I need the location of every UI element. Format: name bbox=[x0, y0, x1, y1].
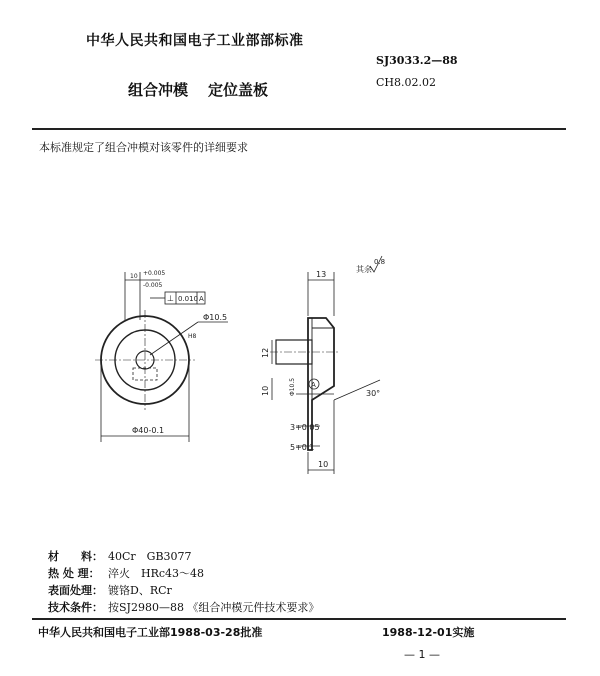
spec-value: 按SJ2980—88 《组合冲模元件技术要求》 bbox=[108, 601, 320, 614]
document-title bbox=[128, 79, 268, 100]
title-sub: 定位盖板 bbox=[208, 81, 269, 99]
spec-heat-treatment bbox=[48, 565, 204, 581]
side-view bbox=[261, 256, 385, 474]
header-rule bbox=[32, 128, 566, 130]
dim-13-label: 13 bbox=[316, 270, 327, 279]
hole-dia-label: Φ10.5 bbox=[203, 313, 228, 322]
standard-number: SJ3033.2—88 bbox=[376, 54, 458, 67]
dim-small-label: Φ10.5 bbox=[289, 377, 296, 396]
footer-rule bbox=[32, 618, 566, 620]
hole-fit-label: H8 bbox=[188, 333, 197, 340]
approval-line: 中华人民共和国电子工业部1988-03-28批准 bbox=[38, 626, 263, 639]
title-main: 组合冲模 bbox=[128, 81, 189, 99]
roughness-label: 其余 bbox=[356, 265, 372, 274]
spec-value: 40Cr GB3077 bbox=[108, 550, 192, 563]
tolerance-bottom: -0.005 bbox=[143, 282, 163, 289]
spec-value: 镀铬D、RCr bbox=[108, 584, 172, 597]
small-dim: 10 bbox=[130, 273, 138, 280]
dim-5-label: 5+0.1 bbox=[290, 443, 315, 452]
marker-label: A bbox=[311, 381, 316, 389]
spec-label: 表面处理： bbox=[48, 584, 103, 597]
effective-date: 1988-12-01实施 bbox=[382, 626, 475, 639]
spec-label: 热 处 理： bbox=[48, 567, 100, 580]
front-view bbox=[95, 270, 228, 442]
outer-dia-label: Φ40-0.1 bbox=[132, 426, 165, 435]
page-number: — 1 — bbox=[404, 648, 440, 661]
tolerance-top: +0.005 bbox=[143, 270, 166, 277]
spec-label: 技术条件： bbox=[48, 601, 103, 614]
dim-10-side-label: 10 bbox=[261, 385, 270, 396]
technical-drawing bbox=[0, 250, 600, 490]
spec-label: 材 料： bbox=[48, 550, 103, 563]
perp-symbol: ⊥ bbox=[167, 294, 174, 303]
perp-value: 0.010 bbox=[178, 295, 199, 303]
spec-surface-treatment bbox=[48, 582, 172, 598]
spec-value: 淬火 HRc43～48 bbox=[108, 567, 205, 580]
roughness-value: 0.8 bbox=[374, 258, 386, 266]
spec-technical-conditions bbox=[48, 599, 319, 615]
standard-code: CH8.02.02 bbox=[376, 76, 436, 89]
angle-label: 30° bbox=[366, 389, 381, 398]
dim-12-label: 12 bbox=[261, 347, 270, 358]
intro-text: 本标准规定了组合冲模对该零件的详细要求 bbox=[39, 141, 248, 154]
datum-letter: A bbox=[199, 295, 204, 303]
dim-10-bottom-label: 10 bbox=[318, 460, 329, 469]
issuing-organization: 中华人民共和国电子工业部部标准 bbox=[86, 33, 304, 49]
spec-material bbox=[48, 548, 192, 564]
dim-3-label: 3+0.05 bbox=[290, 423, 320, 432]
